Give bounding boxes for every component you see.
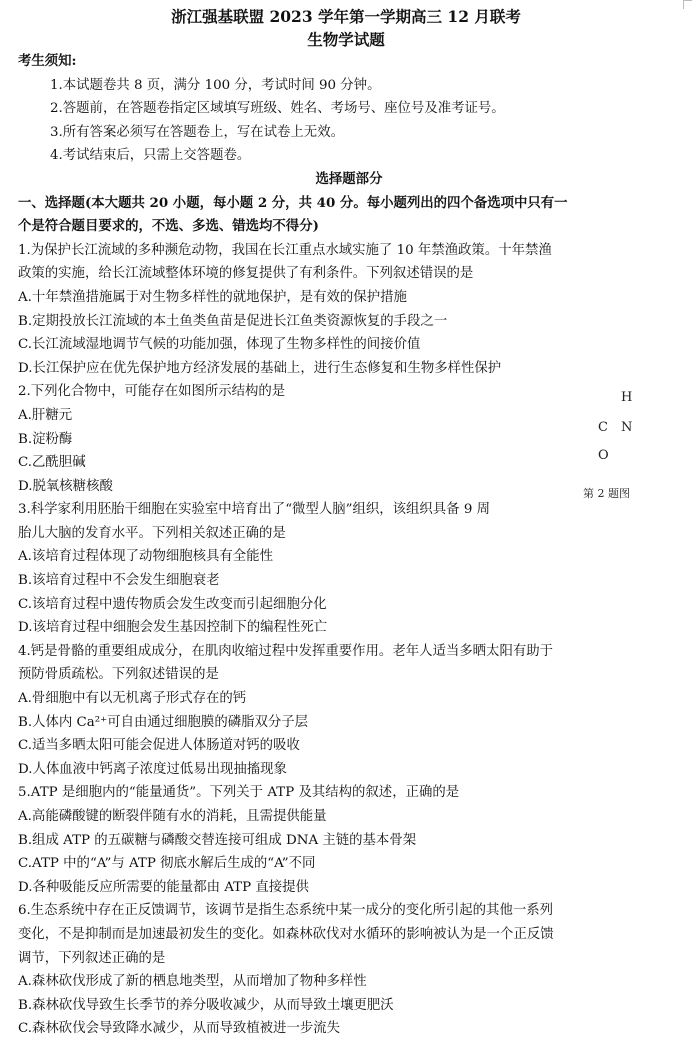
question-stem: 政策的实施，给长江流域整体环境的修复提供了有利条件。下列叙述错误的是	[18, 266, 474, 282]
option-c: C.长江流域湿地调节气候的功能加强，体现了生物多样性的间接价值	[18, 337, 421, 353]
option-a: A.十年禁渔措施属于对生物多样性的就地保护，是有效的保护措施	[18, 289, 407, 305]
option-b: B.组成 ATP 的五碳糖与磷酸交替连接可组成 DNA 主链的基本骨架	[18, 832, 417, 848]
option-c: C.乙酰胆碱	[18, 455, 86, 471]
section-title: 选择题部分	[315, 170, 383, 187]
question-stem: 4.钙是骨骼的重要组成成分，在肌肉收缩过程中发挥重要作用。老年人适当多晒太阳有助于	[18, 643, 554, 659]
option-d: D.长江保护应在优先保护地方经济发展的基础上，进行生态修复和生物多样性保护	[18, 360, 502, 376]
exam-title: 浙江强基联盟 2023 学年第一学期高三 12 月联考	[171, 7, 521, 26]
question-stem: 5.ATP 是细胞内的“能量通货”。下列关于 ATP 及其结构的叙述，正确的是	[18, 785, 460, 801]
option-d: D.各种吸能反应所需要的能量都由 ATP 直接提供	[18, 879, 309, 895]
atom-c-label: C	[598, 420, 608, 435]
section-instruction: 个是符合题目要求的，不选、多选、错选均不得分)	[18, 218, 319, 235]
question-stem: 2.下列化合物中，可能存在如图所示结构的是	[18, 384, 286, 400]
question-stem: 3.科学家利用胚胎干细胞在实验室中培育出了“微型人脑”组织，该组织具备 9 周	[18, 502, 490, 518]
question-3	[18, 498, 680, 640]
atom-n-label: N	[621, 420, 633, 435]
notice-item: 2.答题前，在答题卷指定区域填写班级、姓名、考场号、座位号及准考证号。	[50, 101, 505, 117]
exam-subtitle: 生物学试题	[307, 30, 385, 49]
question-5	[18, 781, 680, 899]
question-1	[18, 239, 680, 381]
option-a: A.肝糖元	[18, 407, 73, 423]
option-d: D.脱氧核糖核酸	[18, 478, 113, 494]
question-stem: 1.为保护长江流域的多种濒危动物，我国在长江重点水域实施了 10 年禁渔政策。十年禁渔	[18, 242, 552, 258]
option-b: B.人体内 Ca²⁺可自由通过细胞膜的磷脂双分子层	[18, 714, 309, 730]
option-d: D.人体血液中钙离子浓度过低易出现抽搐现象	[18, 761, 287, 777]
question-stem: 预防骨质疏松。下列叙述错误的是	[18, 667, 219, 683]
section-instruction: 一、选择题(本大题共 20 小题，每小题 2 分，共 40 分。每小题列出的四个备选项中只有一	[18, 194, 568, 211]
option-a: A.该培育过程体现了动物细胞核具有全能性	[18, 549, 273, 565]
q2-structure-figure	[580, 378, 660, 508]
question-4	[18, 640, 680, 782]
question-stem: 6.生态系统中存在正反馈调节，该调节是指生态系统中某一成分的变化所引起的其他一系列	[18, 903, 554, 919]
option-b: B.淀粉酶	[18, 431, 73, 447]
option-b: B.定期投放长江流域的本土鱼类鱼苗是促进长江鱼类资源恢复的手段之一	[18, 313, 448, 329]
option-b: B.该培育过程中不会发生细胞衰老	[18, 573, 220, 589]
notice-block	[18, 50, 680, 1041]
option-c: C.ATP 中的“A”与 ATP 彻底水解后生成的“A”不同	[18, 856, 316, 872]
notice-heading: 考生须知:	[18, 53, 77, 69]
option-b: B.森林砍伐导致生长季节的养分吸收减少，从而导致土壤更肥沃	[18, 997, 394, 1013]
option-c: C.该培育过程中遗传物质会发生改变而引起细胞分化	[18, 596, 327, 612]
option-c: C.适当多晒太阳可能会促进人体肠道对钙的吸收	[18, 738, 300, 754]
option-a: A.骨细胞中有以无机离子形式存在的钙	[18, 691, 247, 707]
option-a: A.高能磷酸键的断裂伴随有水的消耗，且需提供能量	[18, 809, 327, 824]
question-6	[18, 899, 680, 1041]
option-d: D.该培育过程中细胞会发生基因控制下的编程性死亡	[18, 620, 328, 636]
option-c: C.森林砍伐会导致降水减少，从而导致植被进一步流失	[18, 1021, 341, 1037]
question-stem: 胎儿大脑的发育水平。下列相关叙述正确的是	[18, 525, 286, 541]
figure-caption: 第 2 题图	[583, 487, 630, 500]
notice-item: 3.所有答案必须写在答题卷上，写在试卷上无效。	[50, 124, 344, 140]
notice-item: 1.本试题卷共 8 页，满分 100 分，考试时间 90 分钟。	[50, 77, 381, 93]
atom-o-label: O	[598, 448, 609, 463]
question-stem: 变化，不是抑制而是加速最初发生的变化。如森林砍伐对水循环的影响被认为是一个正反馈	[18, 926, 554, 942]
notice-item: 4.考试结束后，只需上交答题卷。	[50, 148, 251, 164]
option-a: A.森林砍伐形成了新的栖息地类型，从而增加了物种多样性	[18, 974, 367, 990]
question-stem: 调节，下列叙述正确的是	[18, 950, 166, 966]
atom-h-label: H	[621, 390, 633, 405]
